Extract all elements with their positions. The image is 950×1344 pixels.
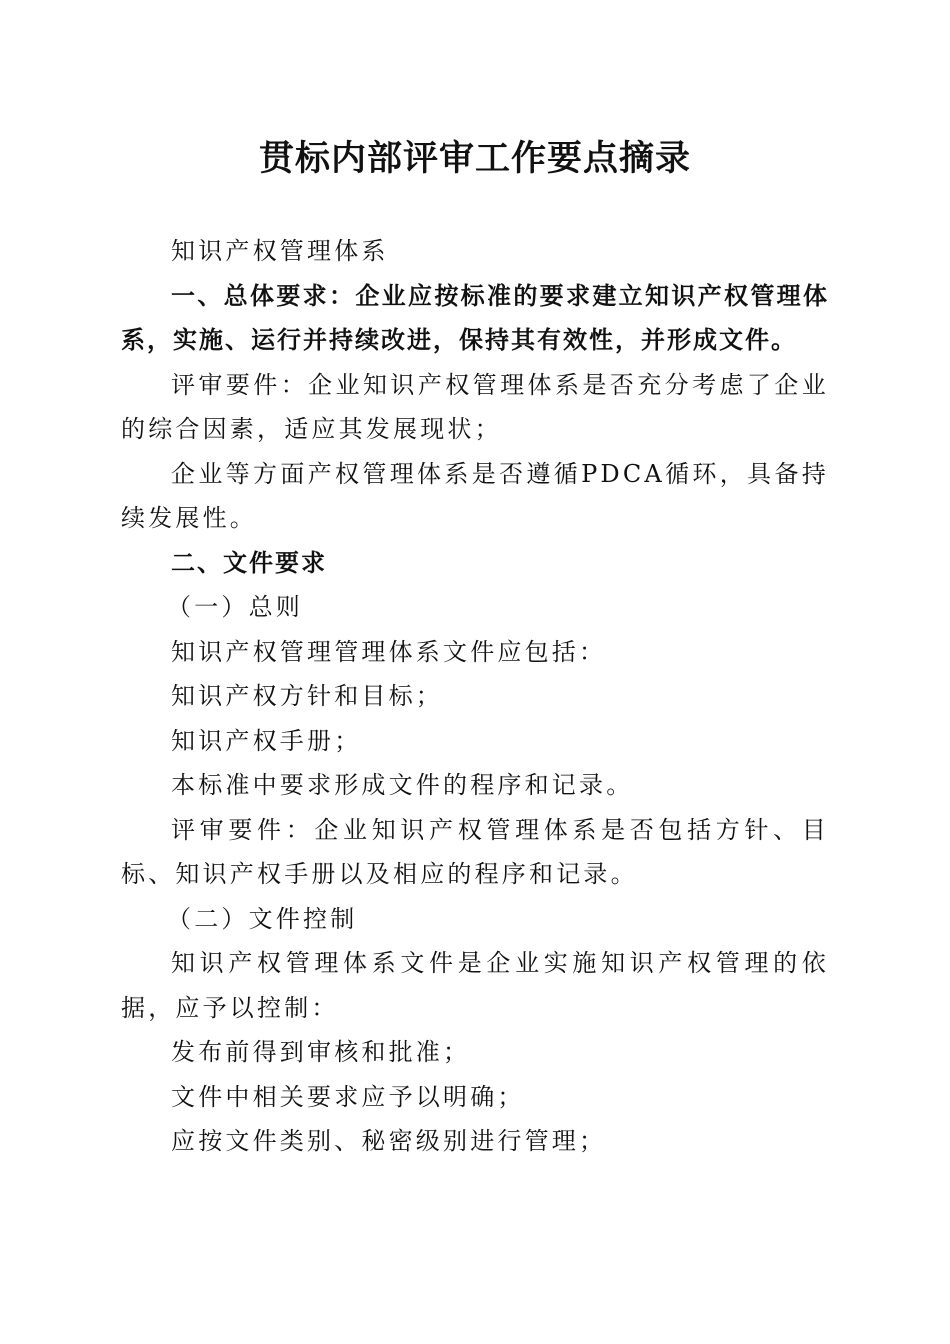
review-criteria-paragraph: 评审要件：企业知识产权管理体系是否充分考虑了企业的综合因素，适应其发展现状； [121,370,829,443]
list-item-procedures-records: 本标准中要求形成文件的程序和记录。 [171,771,634,799]
list-item-clarity: 文件中相关要求应予以明确； [171,1082,525,1111]
section-heading-ip-system: 知识产权管理体系 [171,237,389,265]
general-principles-subheading: （一）总则 [167,593,303,621]
document-control-intro-paragraph: 知识产权管理体系文件是企业实施知识产权管理的依据，应予以控制： [121,949,829,1022]
pdca-paragraph: 企业等方面产权管理体系是否遵循PDCA循环，具备持续发展性。 [121,459,829,532]
list-item-manual: 知识产权手册； [171,726,362,755]
document-title: 贯标内部评审工作要点摘录 [258,138,691,179]
list-item-approval: 发布前得到审核和批准； [171,1038,471,1066]
list-intro-paragraph: 知识产权管理管理体系文件应包括： [171,637,607,666]
document-body [121,229,829,1164]
review-criteria-documents-paragraph: 评审要件：企业知识产权管理体系是否包括方针、目标、知识产权手册以及相应的程序和记录。 [121,815,829,888]
list-item-policy-objectives: 知识产权方针和目标； [171,682,443,710]
list-item-classification: 应按文件类别、秘密级别进行管理； [171,1127,607,1155]
document-requirements-heading: 二、文件要求 [171,548,327,577]
general-requirements-heading: 一、总体要求：企业应按标准的要求建立知识产权管理体系，实施、运行并持续改进，保持其有效性，并形成文件。 [121,281,829,354]
document-control-subheading: （二）文件控制 [167,904,358,933]
